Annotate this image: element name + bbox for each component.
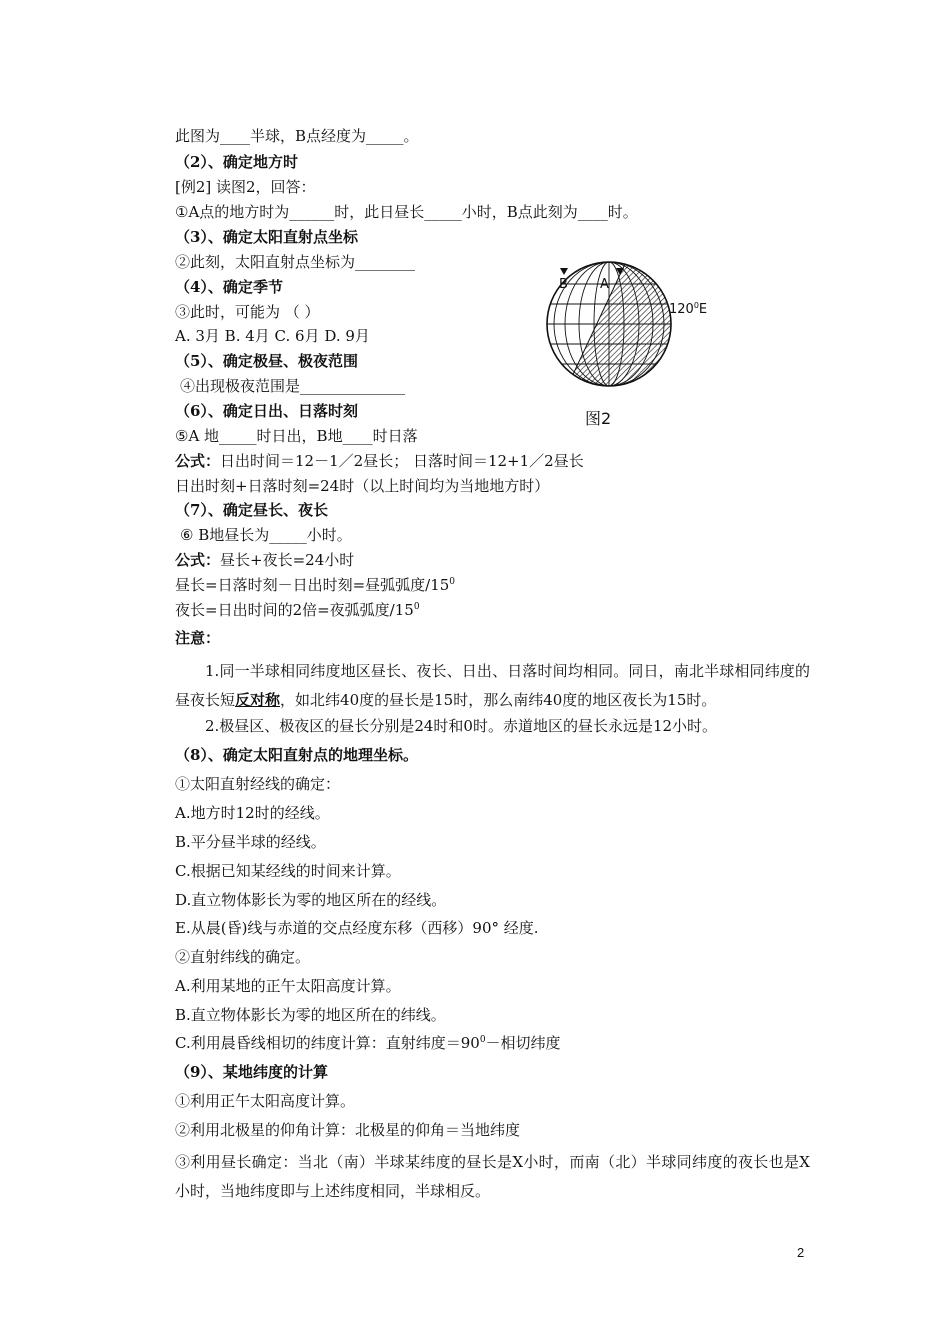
globe-figure	[520, 255, 720, 435]
subsolar-meridian-heading: ①太阳直射经线的确定：	[175, 775, 341, 793]
latitude-method-c-text: C.利用晨昏线相切的纬度计算：直射纬度＝90	[175, 1034, 480, 1052]
formula-text: 日出时间＝12－1／2昼长； 日落时间＝12+1／2昼长	[220, 452, 584, 470]
meridian-method-c: C.根据已知某经线的时间来计算。	[175, 862, 401, 880]
point-b-label: B	[559, 277, 568, 292]
formula-day-plus-night	[175, 550, 354, 570]
longitude-label: $120^0E$	[669, 301, 708, 317]
meridian-method-d: D.直立物体影长为零的地区所在的经线。	[175, 891, 447, 909]
note-heading: 注意：	[175, 629, 221, 647]
heading-latitude-calculation: （9）、某地纬度的计算	[175, 1063, 328, 1081]
formula-text: 昼长=日落时刻－日出时刻=昼弧弧度/15	[175, 576, 450, 594]
formula-text: 昼长+夜长=24小时	[220, 551, 355, 569]
heading-polar-day-night: （5）、确定极昼、极夜范围	[175, 352, 358, 370]
note-1-text-end: ，如北纬40度的昼长是15时，那么南纬40度的地区夜长为15时。	[280, 691, 717, 709]
note-1-paragraph	[175, 657, 810, 715]
note-1-text: 1.同一半球相同纬度地区昼长、夜长、日出、日落时间均相同。同日，南北半球相同纬度的昼夜长短	[175, 662, 810, 709]
line-hemisphere-question: 此图为____半球，B点经度为_____。	[175, 127, 419, 145]
example-2-intro: [例2] 读图2，回答：	[175, 178, 316, 196]
formula-sunrise-sunset	[175, 451, 584, 471]
meridian-method-b: B.平分昼半球的经线。	[175, 833, 326, 851]
latitude-method-b: B.直立物体影长为零的地区所在的纬线。	[175, 1006, 446, 1024]
latitude-calc-3: ③利用昼长确定：当北（南）半球某纬度的昼长是X小时，而南（北）半球同纬度的夜长也是X小时，当地纬度即与上述纬度相同，半球相反。	[175, 1153, 810, 1200]
meridian-method-a: A.地方时12时的经线。	[175, 804, 330, 822]
latitude-method-a: A.利用某地的正午太阳高度计算。	[175, 977, 401, 995]
heading-subsolar-coordinates: （3）、确定太阳直射点坐标	[175, 228, 358, 246]
degree-superscript: 0	[449, 577, 456, 587]
figure-caption: 图2	[585, 409, 612, 428]
subsolar-latitude-heading: ②直射纬线的确定。	[175, 948, 311, 966]
question-4: ④出现极夜范围是______________	[180, 377, 406, 395]
formula-day-length	[175, 575, 455, 595]
question-3: ③此时，可能为 （ ）	[175, 303, 320, 321]
degree-superscript: 0	[479, 1035, 486, 1045]
question-3-options: A. 3月 B. 4月 C. 6月 D. 9月	[175, 327, 370, 345]
question-2: ②此刻，太阳直射点坐标为________	[175, 253, 416, 271]
formula-label: 公式：	[175, 551, 221, 569]
note-2: 2.极昼区、极夜区的昼长分别是24时和0时。赤道地区的昼长永远是12小时。	[205, 717, 718, 735]
point-a-label: A	[600, 277, 609, 292]
latitude-method-c	[175, 1033, 561, 1053]
formula-label: 公式：	[175, 452, 221, 470]
meridian-method-e: E.从晨(昏)线与赤道的交点经度东移（西移）90° 经度.	[175, 919, 539, 937]
heading-sunrise-sunset: （6）、确定日出、日落时刻	[175, 402, 358, 420]
latitude-calc-2: ②利用北极星的仰角计算：北极星的仰角＝当地纬度	[175, 1121, 521, 1139]
heading-day-night-length: （7）、确定昼长、夜长	[175, 501, 328, 519]
degree-superscript: 0	[413, 602, 420, 612]
formula-sum-24: 日出时刻+日落时刻=24时（以上时间均为当地地方时）	[175, 477, 550, 495]
heading-subsolar-geo-coordinates: （8）、确定太阳直射点的地理坐标。	[175, 746, 418, 764]
formula-night-length	[175, 600, 420, 620]
latitude-calc-1: ①利用正午太阳高度计算。	[175, 1092, 356, 1110]
formula-text: 夜长=日出时间的2倍=夜弧弧度/15	[175, 601, 414, 619]
heading-local-time: （2）、确定地方时	[175, 153, 298, 171]
question-1: ①A点的地方时为______时，此日昼长_____小时，B点此刻为____时。	[175, 203, 638, 221]
page-number: 2	[797, 1245, 805, 1260]
heading-season: （4）、确定季节	[175, 278, 283, 296]
note-1-emphasis: 反对称	[235, 691, 281, 709]
latitude-method-c-end: －相切纬度	[485, 1034, 561, 1052]
question-6: ⑥ B地昼长为_____小时。	[180, 526, 352, 544]
question-5: ⑤A 地_____时日出，B地____时日落	[175, 427, 418, 445]
